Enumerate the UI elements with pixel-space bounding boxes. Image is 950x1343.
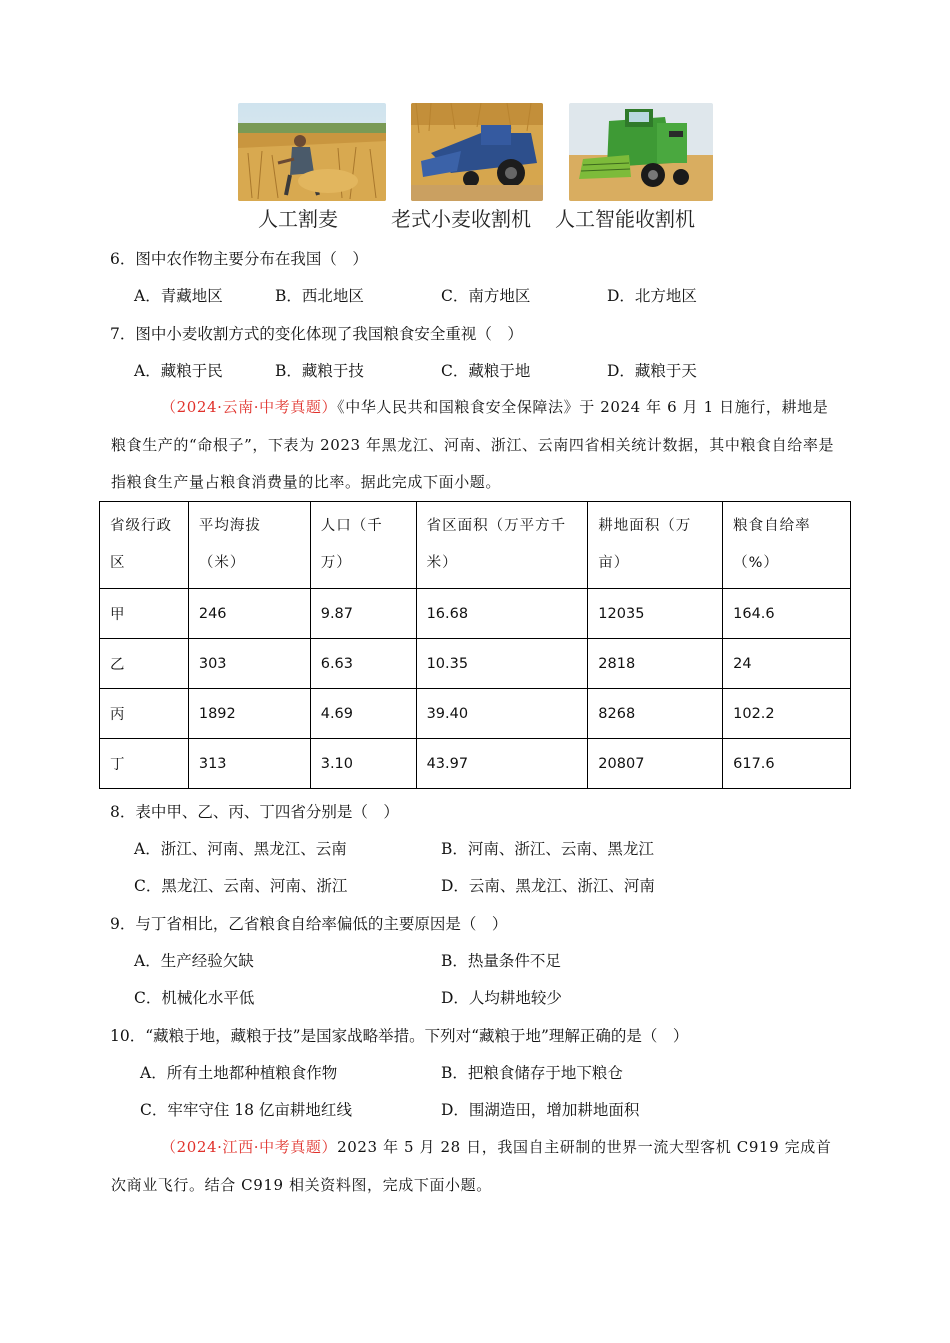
table-cell: 39.40 <box>416 689 588 739</box>
q10-option-a[interactable]: A．所有土地都种植粮食作物 <box>140 1064 338 1082</box>
table-header: 粮食自给率（%） <box>723 502 851 589</box>
table-cell: 4.69 <box>310 689 416 739</box>
table-cell: 20807 <box>588 739 723 789</box>
table-cell: 102.2 <box>723 689 851 739</box>
figure-caption: 人工智能收割机 <box>555 207 695 231</box>
figure-caption: 人工割麦 <box>258 207 338 231</box>
passage-text: 《中华人民共和国粮食安全保障法》于 2024 年 6 月 1 日施行，耕地是粮食生产的“命根子”，下表为 2023 年黑龙江、河南、浙江、云南四省相关统计数据，其中粮食自给率是指粮食生产量占粮食消费量的比率。据此完成下面小题。 <box>111 398 835 491</box>
question-9-stem: 9．与丁省相比，乙省粮食自给率偏低的主要原因是（ ） <box>110 915 508 933</box>
q10-option-b[interactable]: B．把粮食储存于地下粮仓 <box>441 1064 623 1082</box>
table-cell: 乙 <box>100 639 189 689</box>
old-harvester-photo <box>411 103 543 201</box>
table-cell: 313 <box>188 739 310 789</box>
table-cell: 10.35 <box>416 639 588 689</box>
table-cell: 303 <box>188 639 310 689</box>
table-cell: 甲 <box>100 589 189 639</box>
q9-option-b[interactable]: B．热量条件不足 <box>441 952 561 970</box>
province-stats-table <box>99 501 851 789</box>
q8-option-b[interactable]: B．河南、浙江、云南、黑龙江 <box>441 840 654 858</box>
table-header: 省级行政区 <box>100 502 189 589</box>
q7-option-a[interactable]: A．藏粮于民 <box>134 362 223 380</box>
q9-option-d[interactable]: D．人均耕地较少 <box>441 989 562 1007</box>
passage-yunnan <box>111 389 841 502</box>
figure-caption: 老式小麦收割机 <box>391 207 531 231</box>
table-cell: 246 <box>188 589 310 639</box>
table-row <box>100 739 851 789</box>
q8-option-c[interactable]: C．黑龙江、云南、河南、浙江 <box>134 877 348 895</box>
passage-text: 2023 年 5 月 28 日，我国自主研制的世界一流大型客机 C919 完成首次商业飞行。结合 C919 相关资料图，完成下面小题。 <box>111 1138 832 1194</box>
table-cell: 43.97 <box>416 739 588 789</box>
table-header: 省区面积（万平方千米） <box>416 502 588 589</box>
manual-harvest-photo <box>238 103 386 201</box>
question-6-stem: 6．图中农作物主要分布在我国（ ） <box>110 250 368 268</box>
table-cell: 3.10 <box>310 739 416 789</box>
table-row <box>100 689 851 739</box>
q10-option-c[interactable]: C．牢牢守住 18 亿亩耕地红线 <box>140 1101 352 1119</box>
q7-option-b[interactable]: B．藏粮于技 <box>275 362 364 380</box>
q8-option-d[interactable]: D．云南、黑龙江、浙江、河南 <box>441 877 655 895</box>
source-tag: （2024·江西·中考真题） <box>161 1138 338 1156</box>
q6-option-d[interactable]: D．北方地区 <box>607 287 697 305</box>
table-header: 耕地面积（万亩） <box>588 502 723 589</box>
passage-jiangxi <box>111 1129 841 1204</box>
table-cell: 164.6 <box>723 589 851 639</box>
table-cell: 6.63 <box>310 639 416 689</box>
table-cell: 24 <box>723 639 851 689</box>
q6-option-a[interactable]: A．青藏地区 <box>134 287 223 305</box>
table-cell: 1892 <box>188 689 310 739</box>
table-cell: 12035 <box>588 589 723 639</box>
q8-option-a[interactable]: A．浙江、河南、黑龙江、云南 <box>134 840 347 858</box>
q6-option-b[interactable]: B．西北地区 <box>275 287 364 305</box>
table-header: 平均海拔（米） <box>188 502 310 589</box>
table-cell: 9.87 <box>310 589 416 639</box>
source-tag: （2024·云南·中考真题） <box>161 398 338 416</box>
q7-option-d[interactable]: D．藏粮于天 <box>607 362 697 380</box>
table-cell: 617.6 <box>723 739 851 789</box>
table-row <box>100 639 851 689</box>
question-8-stem: 8．表中甲、乙、丙、丁四省分别是（ ） <box>110 803 399 821</box>
q9-option-c[interactable]: C．机械化水平低 <box>134 989 255 1007</box>
q6-option-c[interactable]: C．南方地区 <box>441 287 531 305</box>
table-header: 人口（千万） <box>310 502 416 589</box>
question-10-stem: 10．“藏粮于地，藏粮于技”是国家战略举措。下列对“藏粮于地”理解正确的是（ ） <box>110 1027 689 1045</box>
ai-harvester-photo <box>569 103 713 201</box>
q10-option-d[interactable]: D．围湖造田，增加耕地面积 <box>441 1101 640 1119</box>
table-cell: 丁 <box>100 739 189 789</box>
table-cell: 8268 <box>588 689 723 739</box>
q9-option-a[interactable]: A．生产经验欠缺 <box>134 952 254 970</box>
question-7-stem: 7．图中小麦收割方式的变化体现了我国粮食安全重视（ ） <box>110 325 523 343</box>
q7-option-c[interactable]: C．藏粮于地 <box>441 362 531 380</box>
table-row <box>100 589 851 639</box>
table-cell: 丙 <box>100 689 189 739</box>
table-cell: 16.68 <box>416 589 588 639</box>
table-header-row <box>100 502 851 589</box>
table-cell: 2818 <box>588 639 723 689</box>
